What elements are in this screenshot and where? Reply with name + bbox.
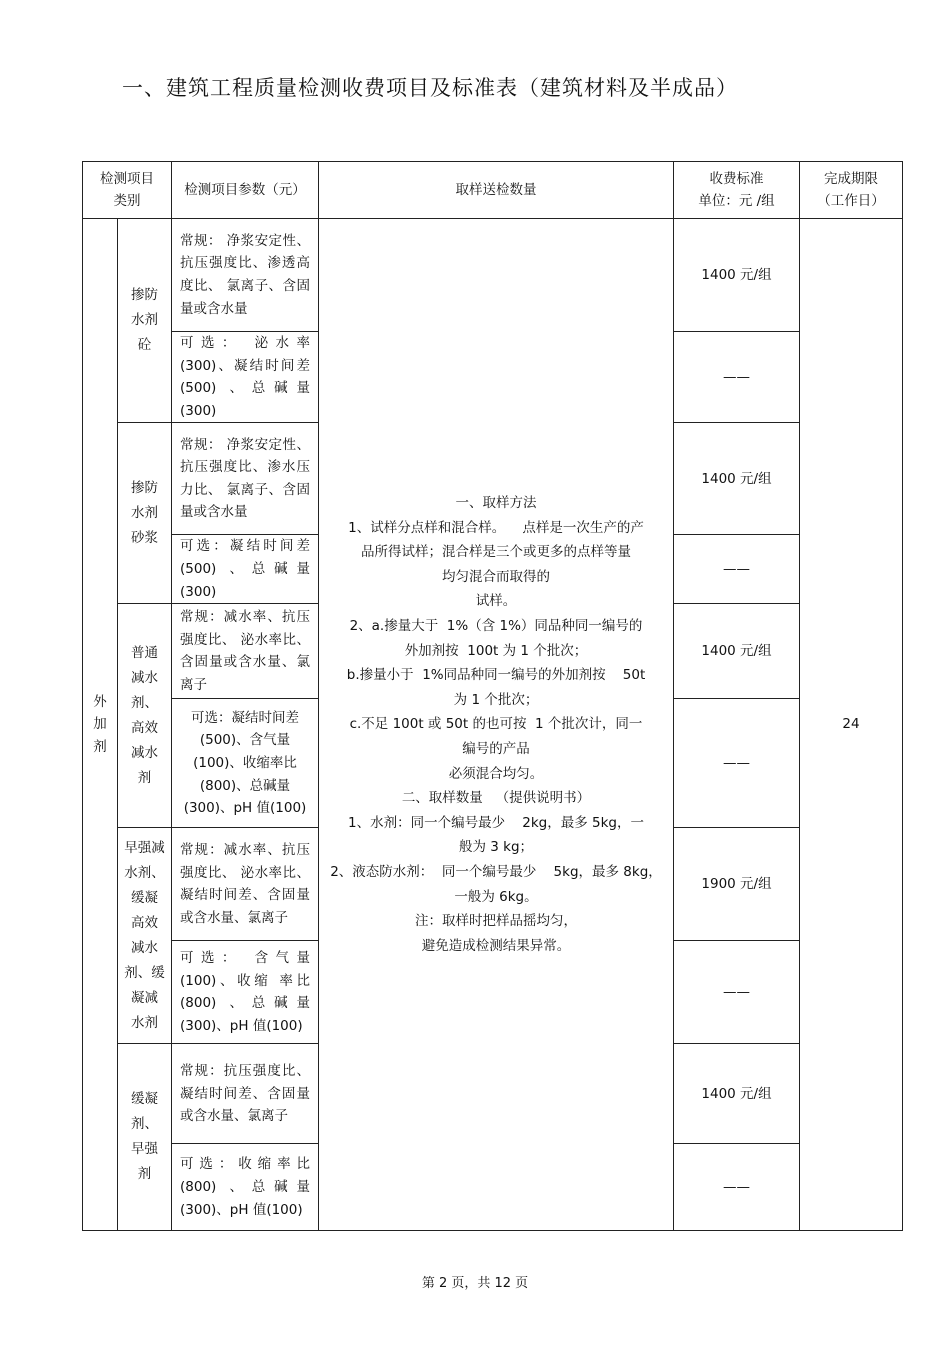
optional-params: 可选：凝结时间差(500) 、总碱量(300) (172, 535, 319, 604)
standard-params: 常规： 净浆安定性、抗压强度比、渗透高度比、 氯离子、含固量或含水量 (172, 219, 319, 332)
optional-fee: —— (674, 332, 800, 423)
category-admixture: 外 加 剂 (83, 219, 118, 1231)
standard-fee: 1400 元/组 (674, 423, 800, 535)
header-params: 检测项目参数（元） (172, 162, 319, 219)
table-row (83, 219, 903, 332)
header-category: 检测项目 类别 (83, 162, 172, 219)
sampling-instructions: 一、取样方法 1、试样分点样和混合样。 点样是一次生产的产 品所得试样；混合样是三个或更多的点样等量 均匀混合而取得的 试样。 2、a.掺量大于 1%（含 1%）同品种同一编号的 外加剂按 100t 为 1 个批次； b.掺量小于 1%同品种同一编号的外加剂按 50t 为 1 个批次； c.不足 100t 或 50t 的也可按 1 个批次计，同一 编号的产品 必须混合均匀。 二、取样数量 （提供说明书） 1、水剂：同一个编号最少 2kg，最多 5kg，一 般为 3 kg； 2、液态防水剂： 同一个编号最少 5kg，最多 8kg， 一般为 6kg。 注：取样时把样品摇均匀， 避免造成检测结果异常。 (319, 219, 674, 1231)
standard-params: 常规：减水率、抗压强度比、 泌水率比、含固量或含水量、氯离子 (172, 604, 319, 699)
standard-fee: 1400 元/组 (674, 604, 800, 699)
completion-period: 24 (800, 219, 903, 1231)
optional-fee: —— (674, 941, 800, 1044)
standard-params: 常规：减水率、抗压强度比、 泌水率比、凝结时间差、含固量或含水量、氯离子 (172, 828, 319, 941)
header-sampling: 取样送检数量 (319, 162, 674, 219)
subcategory-name: 普通 减水 剂、 高效 减水 剂 (118, 604, 172, 828)
page-title: 一、建筑工程质量检测收费项目及标准表（建筑材料及半成品） (122, 76, 738, 100)
subcategory-name: 早强减 水剂、 缓凝 高效 减水 剂、缓 凝减 水剂 (118, 828, 172, 1044)
standard-params: 常规： 净浆安定性、抗压强度比、渗水压力比、 氯离子、含固量或含水量 (172, 423, 319, 535)
optional-fee: —— (674, 699, 800, 828)
header-fee: 收费标准 单位：元 /组 (674, 162, 800, 219)
optional-params: 可选： 含气量(100)、收缩 率比(800) 、总碱量(300)、pH 值(100) (172, 941, 319, 1044)
standard-fee: 1400 元/组 (674, 219, 800, 332)
subcategory-name: 缓凝 剂、 早强 剂 (118, 1044, 172, 1231)
optional-params: 可选：凝结时间差(500)、含气量(100)、收缩率比(800)、总碱量(300)、pH 值(100) (172, 699, 319, 828)
subcategory-name: 掺防 水剂 砂浆 (118, 423, 172, 604)
optional-fee: —— (674, 535, 800, 604)
standard-fee: 1900 元/组 (674, 828, 800, 941)
fee-standard-table (82, 161, 903, 1231)
optional-params: 可选：收缩率比(800) 、总碱量(300)、pH 值(100) (172, 1144, 319, 1231)
header-period: 完成期限 （工作日） (800, 162, 903, 219)
optional-params: 可选： 泌水率(300)、凝结时间差(500) 、总碱量(300) (172, 332, 319, 423)
table-header-row (83, 162, 903, 219)
standard-fee: 1400 元/组 (674, 1044, 800, 1144)
standard-params: 常规：抗压强度比、凝结时间差、含固量或含水量、氯离子 (172, 1044, 319, 1144)
optional-fee: —— (674, 1144, 800, 1231)
page-number: 第 2 页，共 12 页 (421, 1276, 529, 1291)
subcategory-name: 掺防 水剂 砼 (118, 219, 172, 423)
